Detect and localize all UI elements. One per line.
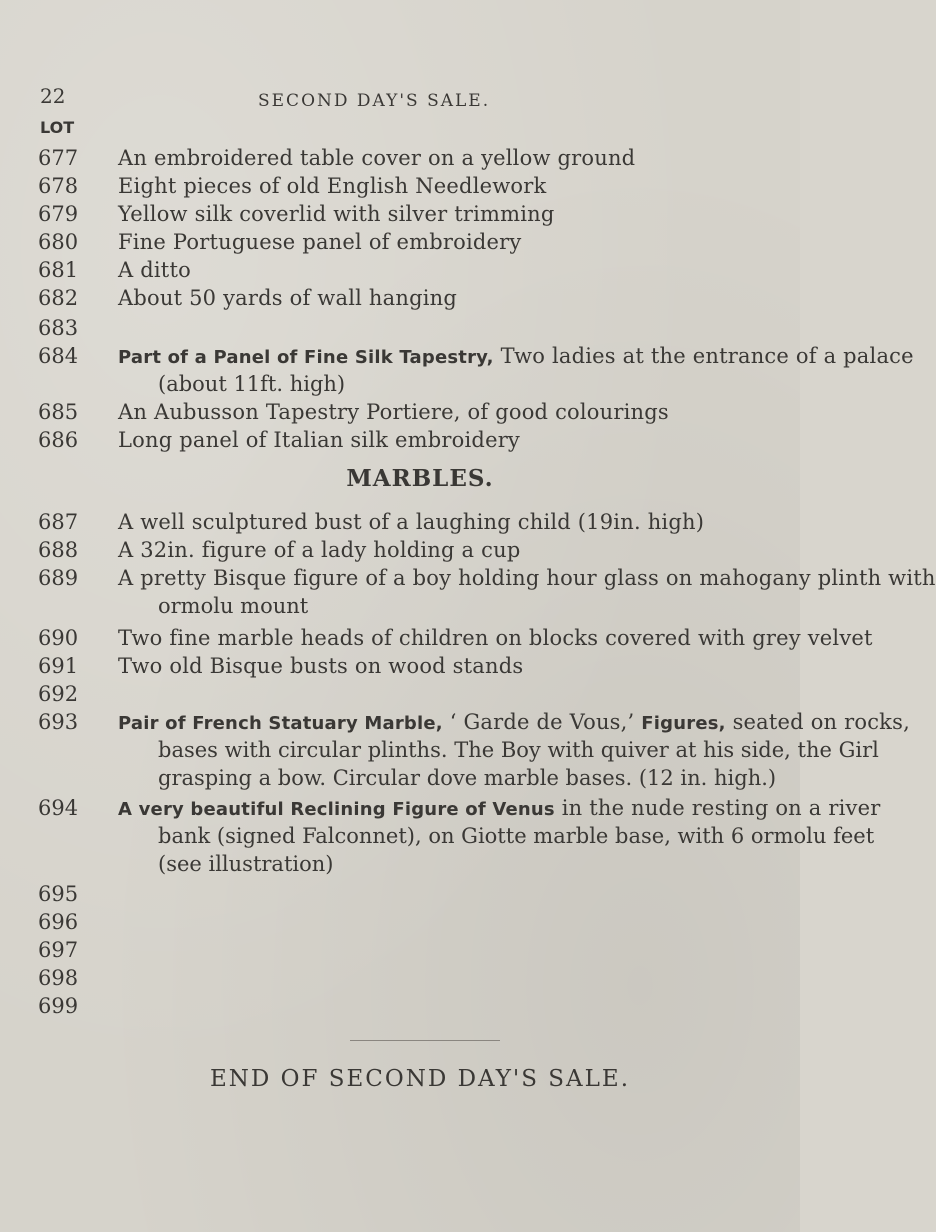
lot-number: 679 — [38, 202, 79, 226]
lot-number: 686 — [38, 428, 79, 452]
lot-number: 691 — [38, 654, 79, 678]
lot-number: 681 — [38, 258, 79, 282]
lot-description-rest: in the nude resting on a river — [554, 796, 881, 820]
lot-description-continuation: grasping a bow. Circular dove marble bases. (12 in. high.) — [158, 766, 777, 790]
lot-description: An Aubusson Tapestry Portiere, of good colourings — [118, 400, 669, 424]
lot-description-continuation: ormolu mount — [158, 594, 309, 618]
lot-number: 698 — [38, 966, 79, 990]
lot-description — [118, 796, 880, 820]
lot-number: 694 — [38, 796, 79, 820]
lot-description-rest: seated on rocks, — [725, 710, 910, 734]
lot-bold-lead: Pair of French Statuary Marble, — [118, 713, 443, 734]
lot-number: 678 — [38, 174, 79, 198]
lot-description-continuation: bases with circular plinths. The Boy with quiver at his side, the Girl — [158, 738, 879, 762]
lot-description: A well sculptured bust of a laughing child (19in. high) — [118, 510, 705, 534]
lot-bold-lead: A very beautiful Reclining Figure of Venus — [118, 799, 555, 820]
section-title: MARBLES. — [346, 465, 494, 492]
lot-description-line: Two ladies at the entrance of a palace — [493, 344, 914, 368]
lot-number: 692 — [38, 682, 79, 706]
lot-number: 695 — [38, 882, 79, 906]
lot-number: 685 — [38, 400, 79, 424]
lot-column-label: LOT — [40, 118, 75, 137]
lot-description: An embroidered table cover on a yellow ground — [118, 146, 636, 170]
lot-description-continuation: bank (signed Falconnet), on Giotte marble base, with 6 ormolu feet — [158, 824, 875, 848]
lot-description: Eight pieces of old English Needlework — [118, 174, 547, 198]
page-header: SECOND DAY'S SALE. — [258, 91, 491, 111]
lot-description — [118, 344, 914, 368]
lot-description: A ditto — [118, 258, 191, 282]
lot-number: 687 — [38, 510, 79, 534]
lot-number: 693 — [38, 710, 79, 734]
lot-number: 696 — [38, 910, 79, 934]
lot-description: Two fine marble heads of children on blocks covered with grey velvet — [118, 626, 873, 650]
lot-description: Two old Bisque busts on wood stands — [118, 654, 524, 678]
end-of-sale-footer: END OF SECOND DAY'S SALE. — [209, 1066, 631, 1092]
lot-number: 690 — [38, 626, 79, 650]
lot-number: 697 — [38, 938, 79, 962]
lot-description: Yellow silk coverlid with silver trimming — [118, 202, 555, 226]
lot-number: 684 — [38, 344, 79, 368]
lot-description: A 32in. figure of a lady holding a cup — [118, 538, 521, 562]
lot-description: Fine Portuguese panel of embroidery — [118, 230, 522, 254]
lot-number: 689 — [38, 566, 79, 590]
lot-number: 688 — [38, 538, 79, 562]
lot-description-mid: ‘ Garde de Vous,’ — [442, 710, 642, 734]
lot-number: 680 — [38, 230, 79, 254]
lot-description-continuation: (about 11ft. high) — [158, 372, 346, 396]
lot-description-continuation: (see illustration) — [158, 852, 334, 876]
lot-number: 682 — [38, 286, 79, 310]
lot-bold-lead: Part of a Panel of Fine Silk Tapestry, — [118, 347, 494, 368]
lot-description — [118, 710, 910, 734]
lot-description: A pretty Bisque figure of a boy holding hour glass on mahogany plinth with — [118, 566, 936, 590]
lot-number: 683 — [38, 316, 79, 340]
lot-description: Long panel of Italian silk embroidery — [118, 428, 521, 452]
divider-rule — [350, 1040, 500, 1041]
page-number: 22 — [40, 84, 66, 108]
lot-number: 677 — [38, 146, 79, 170]
lot-number: 699 — [38, 994, 79, 1018]
lot-bold-tail: Figures, — [641, 713, 726, 734]
lot-description: About 50 yards of wall hanging — [118, 286, 457, 310]
